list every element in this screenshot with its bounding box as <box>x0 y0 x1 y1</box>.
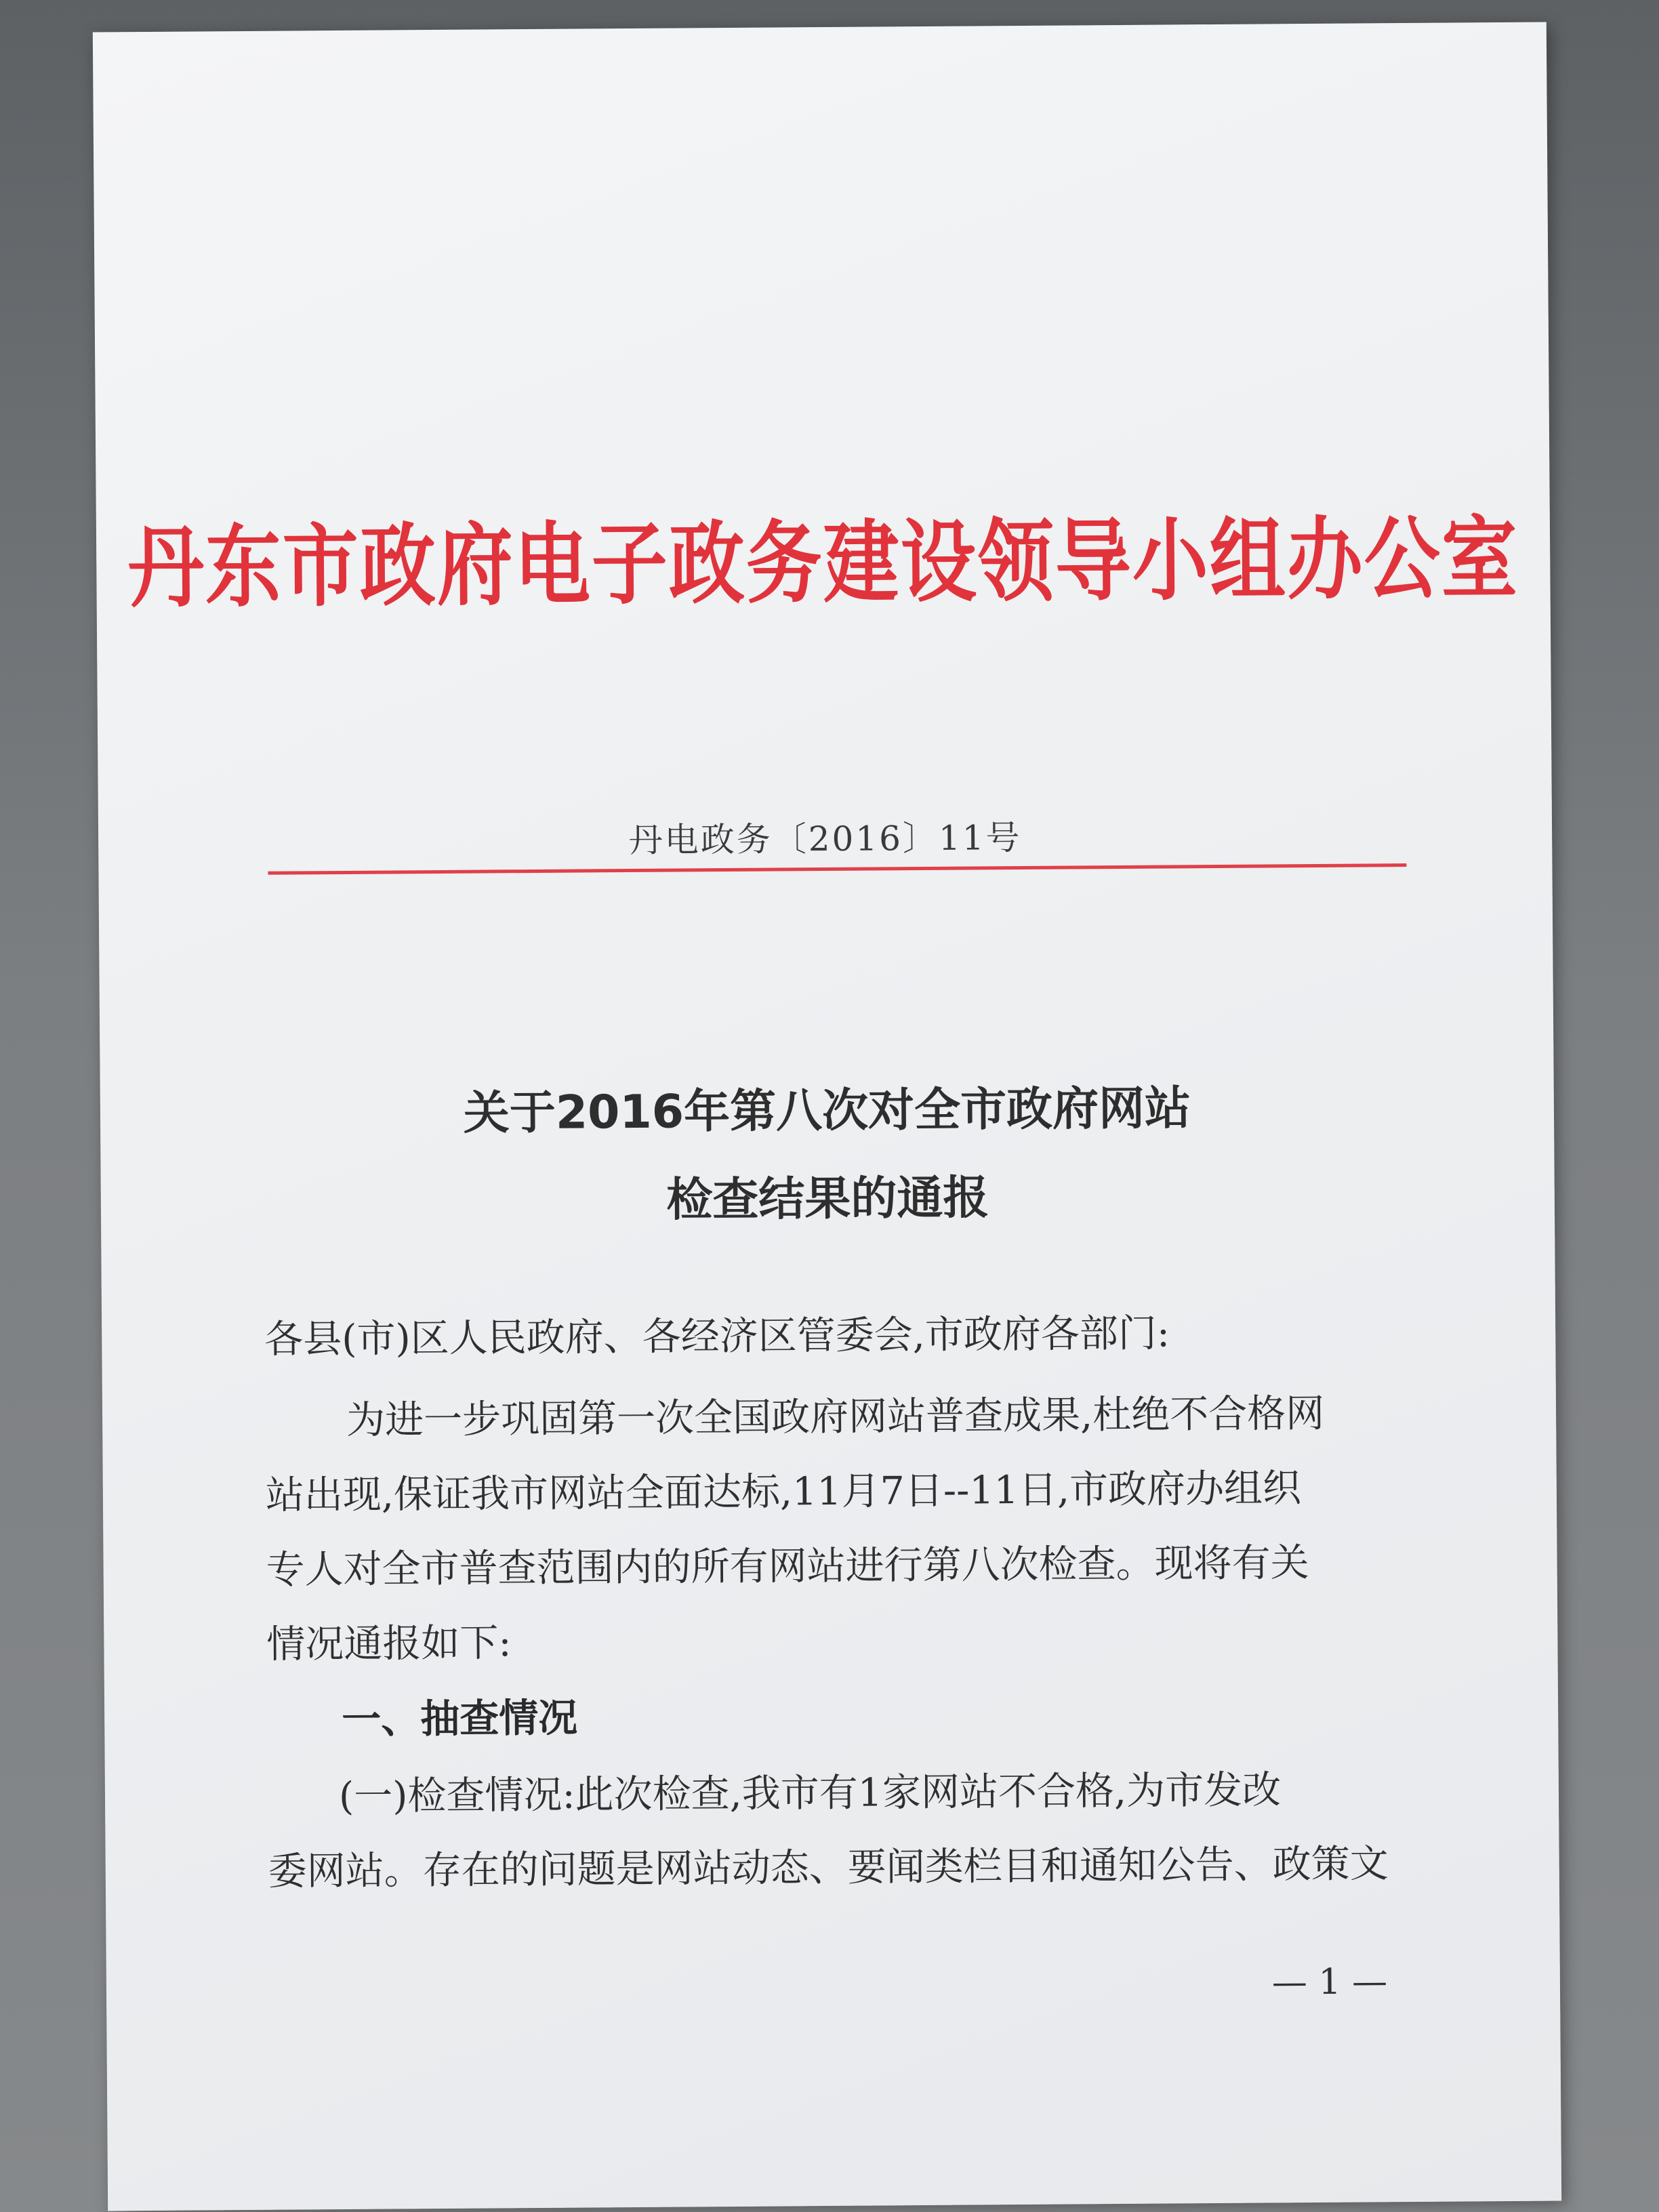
salutation: 各县(市)区人民政府、各经济区管委会,市政府各部门: <box>264 1311 1170 1362</box>
red-divider-line <box>268 863 1406 875</box>
paragraph-2-line-2: 委网站。存在的问题是网站动态、要闻类栏目和通知公告、政策文 <box>268 1841 1389 1894</box>
page-number: — 1 — <box>1271 1961 1388 2003</box>
paragraph-1-line-2: 站出现,保证我市网站全面达标,11月7日--11日,市政府办组织 <box>265 1466 1302 1518</box>
paragraph-1-line-3: 专人对全市普查范围内的所有网站进行第八次检查。现将有关 <box>266 1540 1309 1593</box>
paragraph-2-line-1: (一)检查情况:此次检查,我市有1家网站不合格,为市发改 <box>338 1767 1282 1820</box>
letterhead-title: 丹东市政府电子政务建设领导小组办公室 <box>127 506 1519 621</box>
document-page <box>93 22 1561 2211</box>
paragraph-1-line-4: 情况通报如下: <box>266 1620 512 1667</box>
section-1-heading: 一、抽查情况 <box>341 1694 578 1743</box>
document-number: 丹电政务〔2016〕11号 <box>628 817 1022 861</box>
document-title-line-1: 关于2016年第八次对全市政府网站 <box>463 1082 1191 1141</box>
document-title-line-2: 检查结果的通报 <box>666 1171 989 1227</box>
paragraph-1-line-1: 为进一步巩固第一次全国政府网站普查成果,杜绝不合格网 <box>346 1391 1325 1443</box>
